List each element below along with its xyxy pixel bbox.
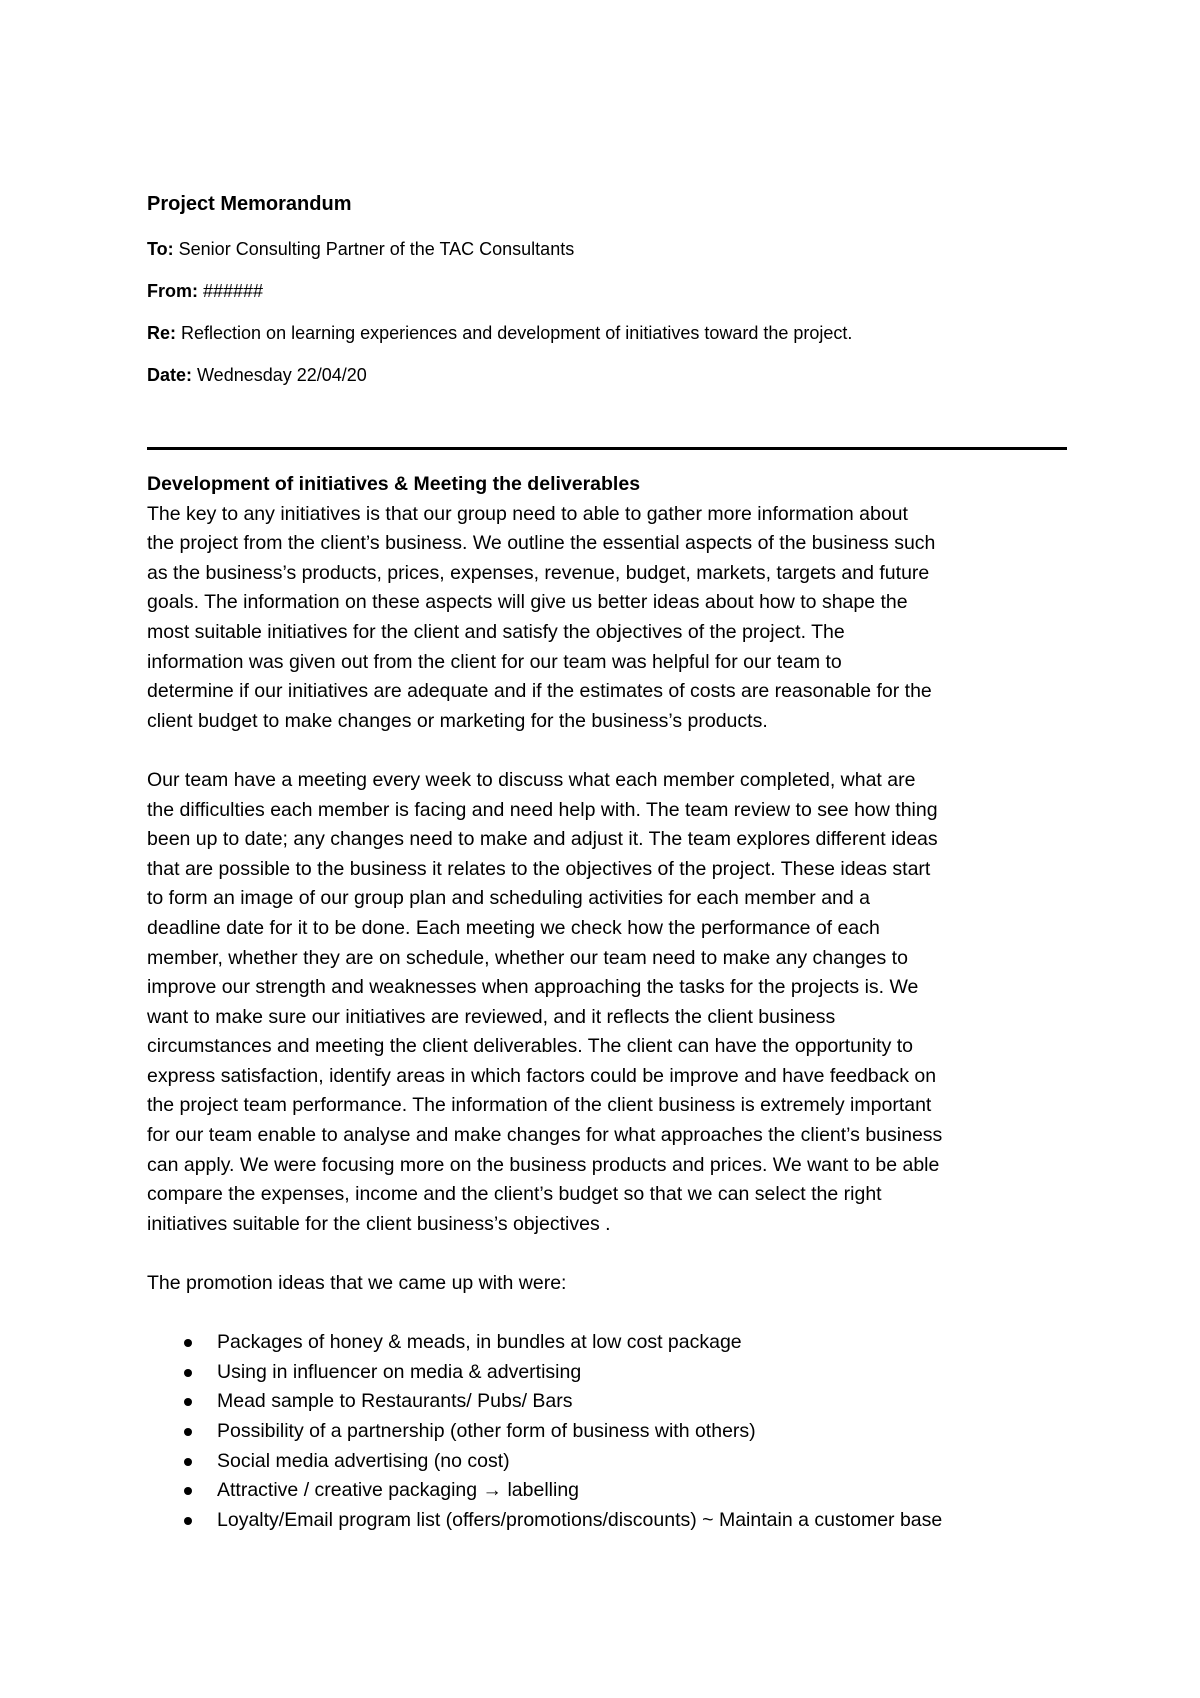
paragraph-line: Our team have a meeting every week to discuss what each member completed, what are bbox=[147, 768, 916, 791]
paragraph-1 bbox=[147, 500, 1067, 737]
bullet-icon bbox=[184, 1458, 192, 1466]
memo-title: Project Memorandum bbox=[147, 193, 352, 215]
list-item bbox=[147, 1417, 1067, 1447]
paragraph-line: initiatives suitable for the client business’s objectives . bbox=[147, 1212, 611, 1235]
memo-to-line bbox=[147, 236, 574, 262]
paragraph-line: determine if our initiatives are adequate and if the estimates of costs are reasonable for the bbox=[147, 680, 932, 703]
paragraph-line: deadline date for it to be done. Each meeting we check how the performance of each bbox=[147, 916, 880, 939]
re-value: Reflection on learning experiences and development of initiatives toward the project. bbox=[176, 323, 853, 343]
list-item bbox=[147, 1328, 1067, 1358]
re-label: Re: bbox=[147, 323, 177, 343]
list-item-text: Mead sample to Restaurants/ Pubs/ Bars bbox=[217, 1390, 573, 1413]
paragraph-line: the difficulties each member is facing and need help with. The team review to see how thing bbox=[147, 798, 938, 821]
promotion-ideas-list bbox=[147, 1328, 1067, 1535]
paragraph-line: information was given out from the client for our team was helpful for our team to bbox=[147, 650, 842, 673]
memo-re-line bbox=[147, 320, 852, 346]
section-heading: Development of initiatives & Meeting the deliverables bbox=[147, 473, 641, 495]
paragraph-line: improve our strength and weaknesses when approaching the tasks for the projects is. We bbox=[147, 976, 919, 999]
paragraph-2 bbox=[147, 766, 1067, 1240]
to-label: To: bbox=[147, 239, 174, 259]
paragraph-spacer bbox=[147, 1239, 1067, 1269]
bullet-icon bbox=[184, 1339, 192, 1347]
header-divider bbox=[147, 447, 1067, 450]
list-item-text: Possibility of a partnership (other form of business with others) bbox=[217, 1420, 756, 1442]
bullet-icon bbox=[184, 1428, 192, 1436]
paragraph-line: most suitable initiatives for the client and satisfy the objectives of the project. The bbox=[147, 620, 845, 643]
list-item bbox=[147, 1358, 1067, 1388]
initiatives-section bbox=[147, 470, 1067, 1535]
bullet-icon bbox=[184, 1487, 192, 1495]
paragraph-line: circumstances and meeting the client deliverables. The client can have the opportunity to bbox=[147, 1035, 913, 1058]
bullet-icon bbox=[184, 1398, 192, 1406]
paragraph-spacer bbox=[147, 1299, 1067, 1329]
paragraph-line: client budget to make changes or marketing for the business’s products. bbox=[147, 709, 768, 732]
list-item-text: Attractive / creative packaging → labelling bbox=[217, 1479, 580, 1502]
list-item-text: Using in influencer on media & advertising bbox=[217, 1360, 582, 1383]
list-item-text: Social media advertising (no cost) bbox=[217, 1449, 510, 1472]
paragraph-line: compare the expenses, income and the client’s budget so that we can select the right bbox=[147, 1183, 882, 1206]
paragraph-line: goals. The information on these aspects will give us better ideas about how to shape the bbox=[147, 591, 908, 614]
paragraph-line: the project team performance. The information of the client business is extremely important bbox=[147, 1094, 932, 1117]
paragraph-line: as the business’s products, prices, expenses, revenue, budget, markets, targets and future bbox=[147, 561, 930, 584]
from-value: ###### bbox=[198, 281, 264, 301]
paragraph-line: The key to any initiatives is that our group need to able to gather more information about bbox=[147, 502, 908, 525]
bullet-icon bbox=[184, 1517, 192, 1525]
paragraph-spacer bbox=[147, 736, 1067, 766]
paragraph-line: been up to date; any changes need to make and adjust it. The team explores different ideas bbox=[147, 828, 938, 851]
list-item-text: Loyalty/Email program list (offers/promotions/discounts) ~ Maintain a customer base bbox=[217, 1508, 943, 1531]
date-value: Wednesday 22/04/20 bbox=[192, 365, 367, 385]
list-item bbox=[147, 1387, 1067, 1417]
date-label: Date: bbox=[147, 365, 193, 385]
to-value: Senior Consulting Partner of the TAC Consultants bbox=[173, 239, 575, 259]
paragraph-line: member, whether they are on schedule, whether our team need to make any changes to bbox=[147, 946, 908, 969]
memo-page bbox=[147, 190, 1067, 1531]
paragraph-line: for our team enable to analyse and make changes for what approaches the client’s business bbox=[147, 1124, 943, 1147]
paragraph-line: that are possible to the business it relates to the objectives of the project. These ideas start bbox=[147, 857, 931, 880]
paragraph-line: the project from the client’s business. We outline the essential aspects of the business such bbox=[147, 532, 936, 555]
list-item bbox=[147, 1506, 1067, 1536]
paragraph-line: to form an image of our group plan and scheduling activities for each member and a bbox=[147, 887, 870, 910]
list-item bbox=[147, 1447, 1067, 1477]
paragraph-line: express satisfaction, identify areas in which factors could be improve and have feedback on bbox=[147, 1064, 937, 1087]
memo-from-line bbox=[147, 278, 263, 304]
list-item-text: Packages of honey & meads, in bundles at low cost package bbox=[217, 1331, 742, 1354]
paragraph-line: can apply. We were focusing more on the business products and prices. We want to be able bbox=[147, 1153, 940, 1176]
paragraph-line: want to make sure our initiatives are reviewed, and it reflects the client business bbox=[147, 1005, 836, 1028]
bullet-icon bbox=[184, 1369, 192, 1377]
from-label: From: bbox=[147, 281, 198, 301]
promo-intro: The promotion ideas that we came up with were: bbox=[147, 1272, 567, 1295]
list-item bbox=[147, 1476, 1067, 1506]
memo-date-line bbox=[147, 362, 367, 388]
